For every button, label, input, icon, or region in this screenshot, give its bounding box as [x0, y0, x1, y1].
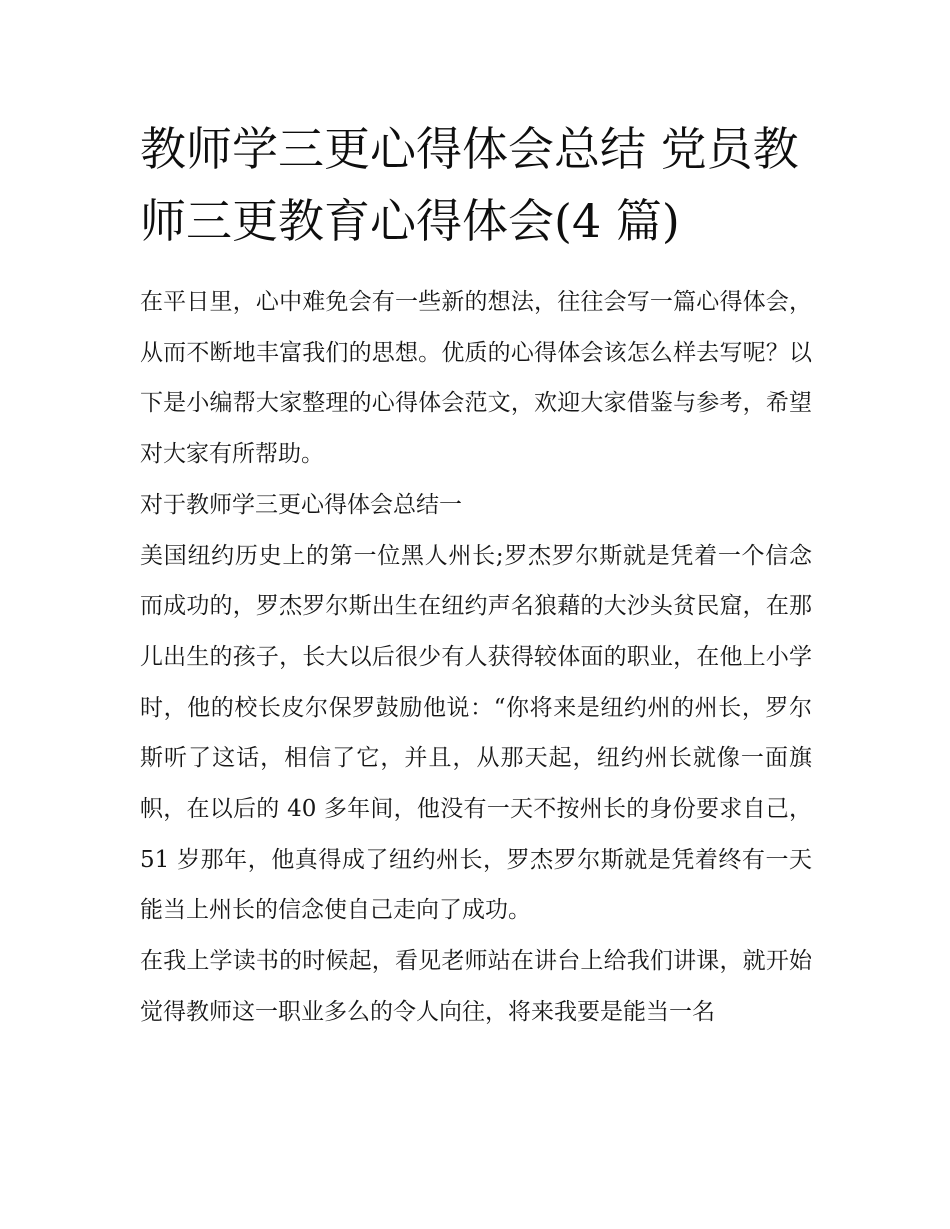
document-title: 教师学三更心得体会总结 党员教师三更教育心得体会(4 篇) — [140, 122, 799, 248]
section-heading: 对于教师学三更心得体会总结一 — [140, 491, 462, 518]
intro-paragraph: 在平日里，心中难免会有一些新的想法，往往会写一篇心得体会，从而不断地丰富我们的思想。优质的心得体会该怎么样去写呢？以下是小编帮大家整理的心得体会范文，欢迎大家借鉴与参考，希望对大家有所帮助。 — [140, 289, 812, 468]
document-body — [140, 277, 812, 1038]
story-paragraph: 美国纽约历史上的第一位黑人州长;罗杰罗尔斯就是凭着一个信念而成功的，罗杰罗尔斯出生在纽约声名狼藉的大沙头贫民窟，在那儿出生的孩子，长大以后很少有人获得较体面的职业，在他上小学时，他的校长皮尔保罗鼓励他说：“你将来是纽约州的州长，罗尔斯听了这话，相信了它，并且，从那天起，纽约州长就像一面旗帜，在以后的 40 多年间，他没有一天不按州长的身份要求自己，51 岁那年，他真得成了纽约州长，罗杰罗尔斯就是凭着终有一天能当上州长的信念使自己走向了成功。 — [140, 542, 812, 924]
reflection-paragraph: 在我上学读书的时候起，看见老师站在讲台上给我们讲课，就开始觉得教师这一职业多么的令人向往，将来我要是能当一名 — [140, 948, 812, 1025]
